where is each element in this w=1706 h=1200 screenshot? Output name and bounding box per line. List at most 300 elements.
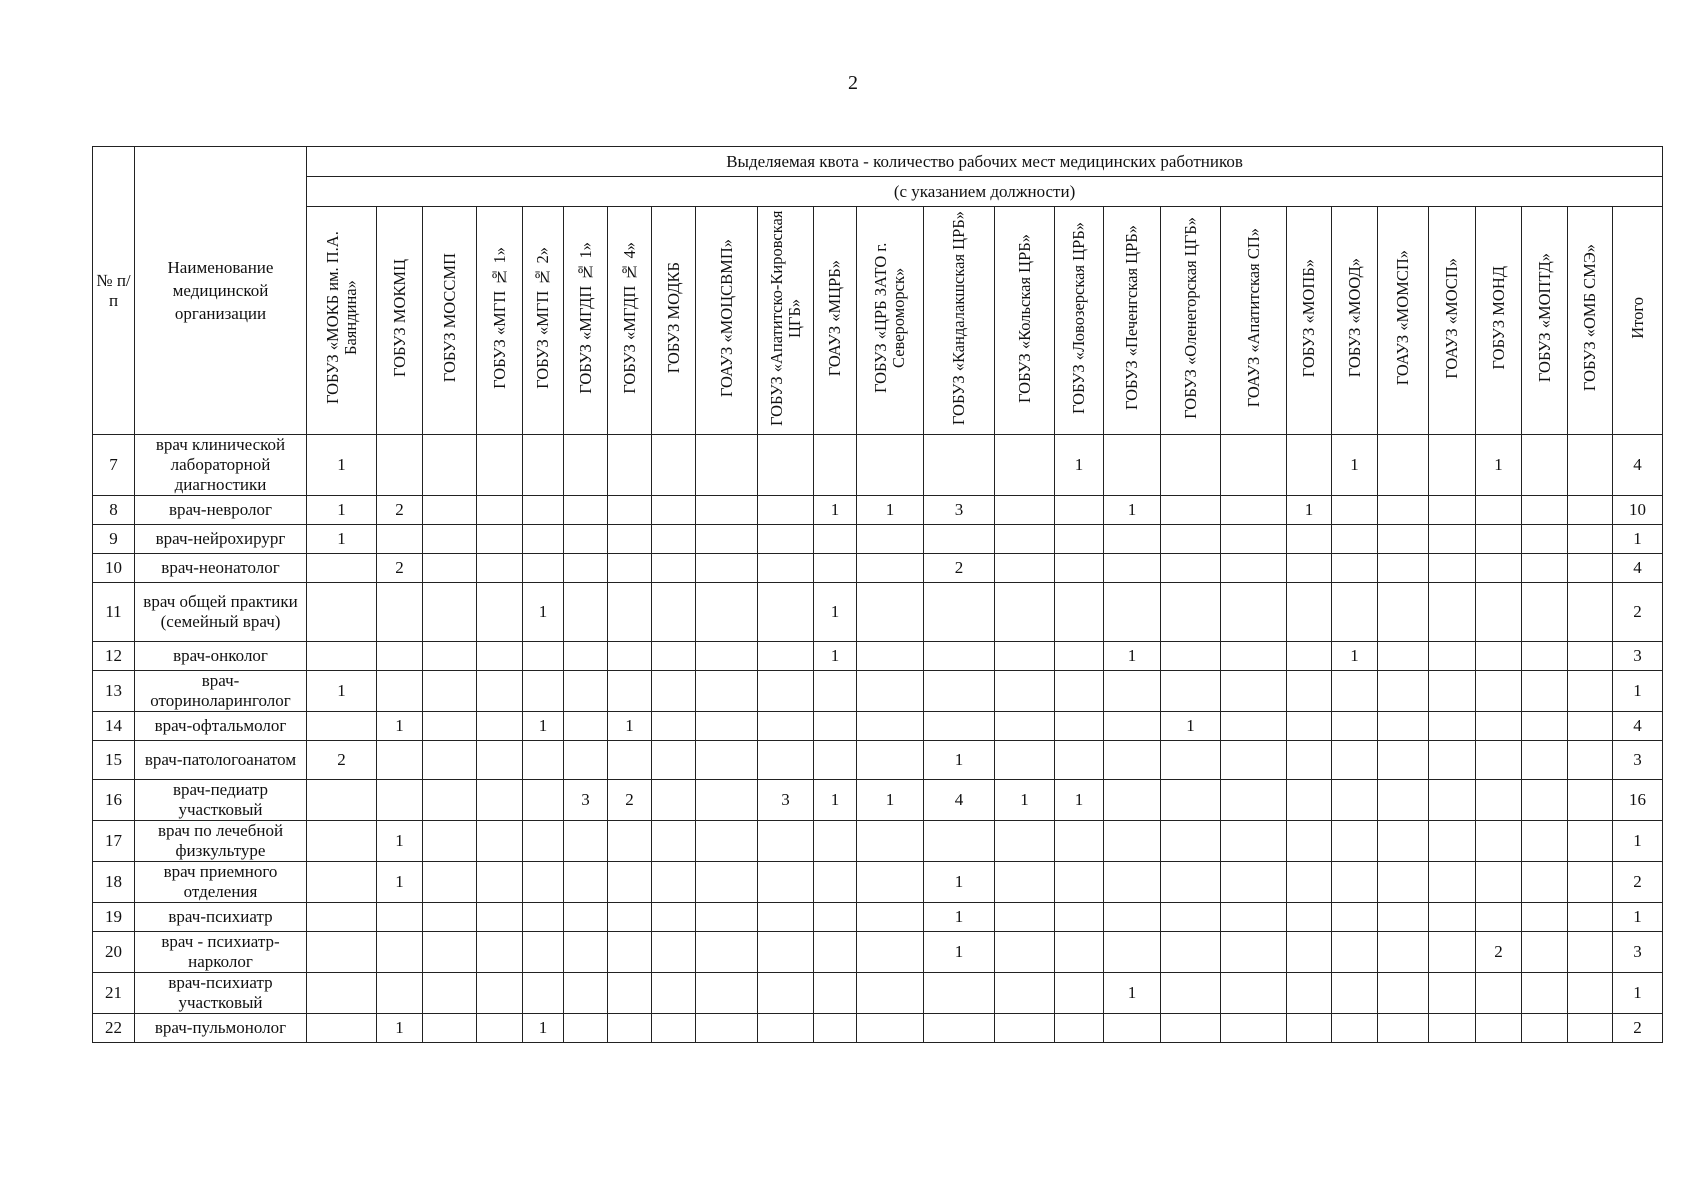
quota-cell [564,435,608,496]
quota-cell: 1 [857,780,924,821]
quota-cell [924,583,995,642]
quota-cell [608,741,652,780]
quota-cell [1287,583,1332,642]
quota-cell [423,671,477,712]
quota-cell: 1 [608,712,652,741]
quota-cell [995,435,1055,496]
row-total: 1 [1613,821,1663,862]
org-name: ГОАУЗ «МОСП» [1442,257,1461,379]
quota-cell: 1 [1104,642,1161,671]
quota-cell [1378,435,1429,496]
quota-cell [1378,496,1429,525]
quota-cell [1104,903,1161,932]
header-org-18 [1221,207,1287,435]
row-position: врач-педиатр участковый [135,780,307,821]
quota-cell: 1 [377,821,423,862]
quota-cell [995,671,1055,712]
quota-cell [758,821,814,862]
quota-cell [423,525,477,554]
quota-cell [608,583,652,642]
quota-cell [608,671,652,712]
quota-cell [814,435,857,496]
quota-cell [1476,973,1522,1014]
quota-cell [1221,780,1287,821]
quota-cell: 1 [307,435,377,496]
quota-cell [1568,525,1613,554]
quota-cell: 1 [523,712,564,741]
quota-cell [1287,973,1332,1014]
quota-cell [608,554,652,583]
quota-cell [995,741,1055,780]
quota-cell [1429,821,1476,862]
quota-cell [758,554,814,583]
quota-cell [423,741,477,780]
header-total [1613,207,1663,435]
quota-cell [477,780,523,821]
quota-cell [608,932,652,973]
quota-cell [1161,496,1221,525]
quota-cell [652,932,696,973]
quota-cell [1429,712,1476,741]
quota-cell [1522,496,1568,525]
quota-cell [814,712,857,741]
quota-cell [1522,821,1568,862]
quota-cell [1378,780,1429,821]
quota-cell [758,932,814,973]
quota-cell [758,671,814,712]
org-name: ГОБУЗ «Печенгская ЦРБ» [1122,225,1141,411]
quota-cell [608,903,652,932]
quota-cell [696,780,758,821]
quota-cell [423,712,477,741]
quota-cell [423,903,477,932]
org-name: ГОБУЗ «ЦРБ ЗАТО г. Североморск» [871,242,908,394]
quota-cell [564,583,608,642]
header-org-22 [1429,207,1476,435]
quota-cell [1476,862,1522,903]
quota-cell [477,932,523,973]
quota-cell [523,741,564,780]
quota-cell [477,435,523,496]
quota-cell: 1 [523,1014,564,1043]
row-total: 3 [1613,741,1663,780]
quota-cell [924,642,995,671]
quota-cell [857,642,924,671]
quota-cell [995,642,1055,671]
quota-cell [652,780,696,821]
quota-cell [758,741,814,780]
quota-cell [814,741,857,780]
quota-cell [1476,583,1522,642]
header-org-7 [608,207,652,435]
quota-cell [1332,862,1378,903]
quota-cell [608,435,652,496]
quota-cell [423,642,477,671]
quota-cell [377,525,423,554]
quota-cell [1522,712,1568,741]
quota-cell [477,583,523,642]
quota-cell [1161,903,1221,932]
quota-cell [1104,932,1161,973]
quota-cell [377,671,423,712]
header-org-15 [1055,207,1104,435]
quota-cell [814,903,857,932]
quota-cell [696,525,758,554]
quota-cell [523,821,564,862]
quota-cell [652,671,696,712]
table-row [93,712,1663,741]
quota-cell: 1 [1104,973,1161,1014]
quota-cell [477,862,523,903]
org-name: ГОБУЗ «Оленегорская ЦГБ» [1180,217,1200,419]
quota-cell [652,1014,696,1043]
quota-cell [1378,712,1429,741]
quota-cell: 1 [814,642,857,671]
quota-cell [564,932,608,973]
quota-cell [814,821,857,862]
row-number: 13 [93,671,135,712]
quota-cell [652,554,696,583]
quota-cell [1221,903,1287,932]
quota-cell [1287,554,1332,583]
header-org-21 [1378,207,1429,435]
table-row [93,671,1663,712]
quota-cell [696,821,758,862]
quota-cell [1287,642,1332,671]
quota-cell [1522,435,1568,496]
quota-cell [377,780,423,821]
quota-cell [377,932,423,973]
quota-cell [1287,712,1332,741]
quota-cell [1055,903,1104,932]
quota-cell [423,862,477,903]
row-position: врач-пульмонолог [135,1014,307,1043]
quota-cell [995,862,1055,903]
quota-cell [1522,642,1568,671]
quota-cell [307,554,377,583]
quota-cell: 1 [377,1014,423,1043]
org-name: ГОБУЗ «МГДП № 4» [619,242,639,394]
quota-cell [523,973,564,1014]
quota-cell [857,932,924,973]
quota-cell [423,583,477,642]
quota-cell [307,583,377,642]
quota-cell [307,932,377,973]
row-position: врач по лечебной физкультуре [135,821,307,862]
quota-cell [1568,712,1613,741]
quota-cell [1522,554,1568,583]
quota-cell [696,583,758,642]
quota-cell [423,821,477,862]
quota-cell [564,496,608,525]
header-organization-name: Наименование медицинской организации [135,147,307,435]
quota-cell [924,525,995,554]
org-name: ГОАУЗ «МОМСП» [1393,250,1412,386]
row-total: 1 [1613,973,1663,1014]
quota-cell [995,525,1055,554]
header-num: № п/п [93,147,135,435]
quota-cell [1568,741,1613,780]
quota-cell [477,903,523,932]
row-position: врач-неонатолог [135,554,307,583]
quota-cell [564,903,608,932]
quota-cell [1522,780,1568,821]
quota-cell [857,862,924,903]
quota-cell [1476,903,1522,932]
quota-cell [1476,1014,1522,1043]
quota-cell: 2 [1476,932,1522,973]
header-org-10 [758,207,814,435]
quota-cell [1429,1014,1476,1043]
quota-cell [814,554,857,583]
row-total: 4 [1613,712,1663,741]
quota-cell [1522,903,1568,932]
quota-cell [1104,741,1161,780]
quota-cell [307,712,377,741]
quota-cell [1221,671,1287,712]
row-number: 19 [93,903,135,932]
quota-cell [423,554,477,583]
table-row [93,932,1663,973]
quota-cell [1522,973,1568,1014]
row-total: 16 [1613,780,1663,821]
quota-cell [423,496,477,525]
quota-cell [1221,496,1287,525]
quota-cell [652,903,696,932]
header-org-5 [523,207,564,435]
quota-cell [814,973,857,1014]
quota-cell: 1 [1287,496,1332,525]
quota-cell [1332,583,1378,642]
quota-cell [307,862,377,903]
quota-cell [995,712,1055,741]
quota-cell [1568,642,1613,671]
quota-cell [423,435,477,496]
quota-cell [1161,973,1221,1014]
quota-cell [1055,525,1104,554]
quota-cell [995,821,1055,862]
quota-cell [1568,973,1613,1014]
quota-cell [857,821,924,862]
row-total: 1 [1613,671,1663,712]
quota-cell [1476,525,1522,554]
quota-cell [857,525,924,554]
org-name: ГОАУЗ «МОЦСВМП» [716,238,736,398]
quota-cell [1221,583,1287,642]
quota-cell [1161,554,1221,583]
quota-cell [307,973,377,1014]
quota-cell: 2 [608,780,652,821]
quota-cell [564,554,608,583]
row-position: врач-психиатр [135,903,307,932]
quota-cell [696,496,758,525]
quota-cell [1429,780,1476,821]
quota-cell [1476,712,1522,741]
quota-cell: 1 [523,583,564,642]
header-org-16 [1104,207,1161,435]
table-row [93,642,1663,671]
quota-cell [377,903,423,932]
quota-cell [995,973,1055,1014]
quota-cell [1055,862,1104,903]
quota-cell: 1 [307,496,377,525]
row-number: 22 [93,1014,135,1043]
quota-cell [1522,671,1568,712]
row-number: 9 [93,525,135,554]
quota-cell [1378,932,1429,973]
quota-cell [1104,780,1161,821]
quota-cell [1378,1014,1429,1043]
quota-cell [857,973,924,1014]
quota-cell [377,741,423,780]
quota-cell [696,642,758,671]
quota-cell [995,932,1055,973]
quota-cell [1332,671,1378,712]
quota-cell [608,973,652,1014]
header-org-8 [652,207,696,435]
quota-cell [995,554,1055,583]
row-position: врач-невролог [135,496,307,525]
quota-cell [995,583,1055,642]
org-name: ГОАУЗ «Апатитская СП» [1243,228,1263,408]
quota-cell [1161,932,1221,973]
header-org-13 [924,207,995,435]
quota-cell [652,642,696,671]
header-quota-subtitle: (с указанием должности) [307,177,1663,207]
quota-cell [423,973,477,1014]
quota-cell [696,671,758,712]
row-position: врач-оториноларинголог [135,671,307,712]
org-name: ГОАУЗ «МЦРБ» [825,259,844,377]
quota-cell [307,642,377,671]
row-position: врач - психиатр-нарколог [135,932,307,973]
page-number: 2 [848,72,858,94]
quota-cell [1055,973,1104,1014]
quota-cell [477,741,523,780]
quota-cell [523,862,564,903]
quota-cell [1221,741,1287,780]
quota-cell: 4 [924,780,995,821]
quota-cell [1104,671,1161,712]
quota-cell: 1 [1161,712,1221,741]
quota-cell [1221,862,1287,903]
quota-cell [1287,932,1332,973]
quota-cell [857,554,924,583]
quota-cell [377,973,423,1014]
quota-cell [758,973,814,1014]
row-number: 18 [93,862,135,903]
header-org-20 [1332,207,1378,435]
row-position: врач приемного отделения [135,862,307,903]
org-name: ГОБУЗ «МООД» [1344,258,1364,378]
quota-cell [1429,932,1476,973]
quota-cell [696,741,758,780]
quota-cell [1522,741,1568,780]
quota-cell [1476,780,1522,821]
table-row [93,496,1663,525]
quota-cell [523,642,564,671]
quota-cell [523,525,564,554]
quota-cell [1221,435,1287,496]
quota-cell [1332,973,1378,1014]
header-org-23 [1476,207,1522,435]
quota-cell [564,712,608,741]
quota-cell [1332,821,1378,862]
quota-cell [857,903,924,932]
row-number: 15 [93,741,135,780]
quota-cell [652,712,696,741]
quota-cell: 1 [307,525,377,554]
quota-cell: 1 [1476,435,1522,496]
org-name: ГОБУЗ «МОПТД» [1534,253,1554,383]
quota-cell [1221,554,1287,583]
quota-cell [1429,862,1476,903]
quota-cell [1378,671,1429,712]
quota-cell [758,525,814,554]
quota-cell [1161,780,1221,821]
quota-cell [1055,821,1104,862]
quota-cell [523,554,564,583]
quota-cell [758,862,814,903]
quota-cell [814,525,857,554]
header-org-3 [423,207,477,435]
quota-cell [477,554,523,583]
quota-cell [1568,435,1613,496]
row-number: 16 [93,780,135,821]
quota-cell [1568,821,1613,862]
quota-cell [758,642,814,671]
quota-cell: 1 [1055,780,1104,821]
quota-cell [307,903,377,932]
quota-cell [1221,712,1287,741]
quota-cell [924,435,995,496]
quota-cell [1429,525,1476,554]
quota-cell [924,821,995,862]
quota-cell [924,712,995,741]
table-row [93,435,1663,496]
quota-cell [652,525,696,554]
quota-cell: 1 [1332,642,1378,671]
quota-cell [1104,583,1161,642]
row-total: 1 [1613,525,1663,554]
header-org-19 [1287,207,1332,435]
org-name: ГОБУЗ «МОКБ им. П.А. Баяндина» [322,231,360,405]
quota-cell [1287,435,1332,496]
quota-cell [423,780,477,821]
quota-cell [1055,642,1104,671]
quota-cell [1104,525,1161,554]
quota-cell [423,1014,477,1043]
quota-cell [1378,973,1429,1014]
quota-cell: 1 [924,903,995,932]
quota-cell [1522,583,1568,642]
quota-cell [608,862,652,903]
header-org-11 [814,207,857,435]
quota-cell [1104,862,1161,903]
quota-cell [1161,583,1221,642]
quota-cell [1429,671,1476,712]
quota-cell [307,780,377,821]
quota-cell: 1 [1104,496,1161,525]
quota-cell [1161,642,1221,671]
quota-cell [1055,554,1104,583]
table-row [93,741,1663,780]
quota-cell: 1 [995,780,1055,821]
quota-cell: 1 [924,932,995,973]
quota-cell [758,496,814,525]
quota-cell [1055,741,1104,780]
quota-cell [523,496,564,525]
